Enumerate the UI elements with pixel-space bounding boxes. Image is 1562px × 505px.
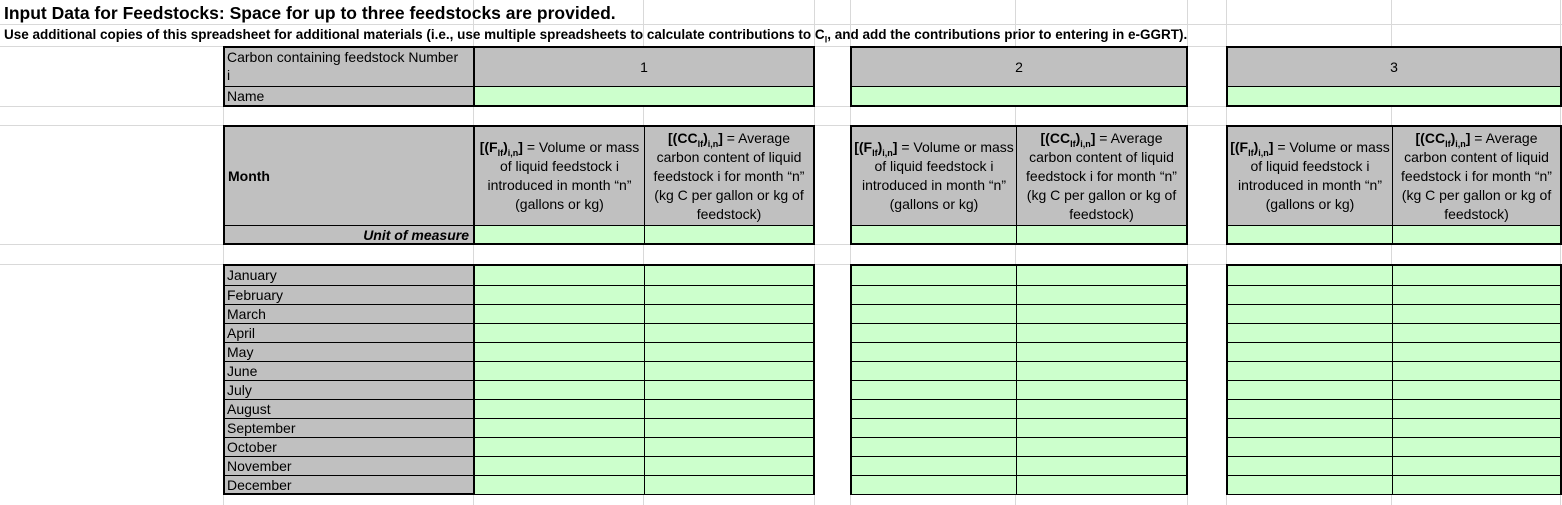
feedstock-3-carbon-december-input[interactable] xyxy=(1393,475,1560,494)
volume-symbol: $[(F_{lf})_{i,n}]$ xyxy=(479,139,523,158)
month-header-box xyxy=(223,125,475,245)
month-label-october: October xyxy=(225,437,473,456)
feedstock-3-volume-august-input[interactable] xyxy=(1228,399,1393,418)
feedstock-1-volume-march-input[interactable] xyxy=(475,304,645,323)
feedstock-2-carbon-april-input[interactable] xyxy=(1017,323,1186,342)
month-label-april: April xyxy=(225,323,473,342)
feedstock-2-volume-december-input[interactable] xyxy=(852,475,1017,494)
volume-header-text: $[(F_{lf})_{i,n}]$ = Volume or mass of liquid feedstock i introduced in month “n” (gallons or kg) xyxy=(1230,139,1390,212)
feedstock-1-volume-unit-input[interactable] xyxy=(475,225,645,243)
feedstock-1-column-headers xyxy=(473,125,815,245)
feedstock-1-carbon-july-input[interactable] xyxy=(645,380,813,399)
feedstock-1-carbon-august-input[interactable] xyxy=(645,399,813,418)
feedstock-1-number: 1 xyxy=(475,48,813,86)
feedstock-2-carbon-header xyxy=(1017,127,1186,225)
feedstock-3-volume-february-input[interactable] xyxy=(1228,285,1393,304)
month-label-september: September xyxy=(225,418,473,437)
feedstock-1-volume-october-input[interactable] xyxy=(475,437,645,456)
feedstock-number-label-line2: i xyxy=(227,67,231,83)
feedstock-3-number: 3 xyxy=(1228,48,1560,86)
month-label-may: May xyxy=(225,342,473,361)
feedstock-1-header-box xyxy=(473,46,815,107)
month-label-august: August xyxy=(225,399,473,418)
feedstock-1-volume-december-input[interactable] xyxy=(475,475,645,494)
feedstock-3-name-input[interactable] xyxy=(1228,86,1560,105)
feedstock-1-name-input[interactable] xyxy=(475,86,813,105)
feedstock-1-carbon-october-input[interactable] xyxy=(645,437,813,456)
feedstock-1-volume-april-input[interactable] xyxy=(475,323,645,342)
subtitle-subscript: l xyxy=(824,34,828,45)
feedstock-2-carbon-october-input[interactable] xyxy=(1017,437,1186,456)
month-labels-box xyxy=(223,264,475,495)
feedstock-2-carbon-november-input[interactable] xyxy=(1017,456,1186,475)
feedstock-3-monthly-data xyxy=(1226,264,1562,495)
feedstock-3-volume-unit-input[interactable] xyxy=(1228,225,1393,243)
feedstock-3-carbon-july-input[interactable] xyxy=(1393,380,1560,399)
feedstock-1-carbon-march-input[interactable] xyxy=(645,304,813,323)
feedstock-number-label xyxy=(225,48,473,86)
feedstock-3-volume-december-input[interactable] xyxy=(1228,475,1393,494)
feedstock-3-volume-header xyxy=(1228,127,1393,225)
page-title: Input Data for Feedstocks: Space for up to three feedstocks are provided. xyxy=(4,3,616,23)
feedstock-3-carbon-october-input[interactable] xyxy=(1393,437,1560,456)
feedstock-2-volume-may-input[interactable] xyxy=(852,342,1017,361)
feedstock-3-volume-october-input[interactable] xyxy=(1228,437,1393,456)
feedstock-2-column-headers xyxy=(850,125,1188,245)
feedstock-3-carbon-april-input[interactable] xyxy=(1393,323,1560,342)
carbon-header-text: $[(CC_{lf})_{i,n}]$ = Average carbon content of liquid feedstock i for month “n” (kg C per gallon or kg of feedstock) xyxy=(1026,129,1177,222)
feedstock-2-name-input[interactable] xyxy=(852,86,1186,105)
month-header: Month xyxy=(228,167,270,184)
feedstock-3-carbon-november-input[interactable] xyxy=(1393,456,1560,475)
feedstock-1-carbon-header xyxy=(645,127,813,225)
month-label-november: November xyxy=(225,456,473,475)
feedstock-2-number: 2 xyxy=(852,48,1186,86)
feedstock-2-carbon-august-input[interactable] xyxy=(1017,399,1186,418)
feedstock-1-monthly-data xyxy=(473,264,815,495)
feedstock-2-carbon-unit-input[interactable] xyxy=(1017,225,1186,243)
feedstock-2-volume-unit-input[interactable] xyxy=(852,225,1017,243)
feedstock-3-carbon-june-input[interactable] xyxy=(1393,361,1560,380)
carbon-header-text: $[(CC_{lf})_{i,n}]$ = Average carbon content of liquid feedstock i for month “n” (kg C per gallon or kg of feedstock) xyxy=(1401,129,1552,222)
feedstock-1-carbon-december-input[interactable] xyxy=(645,475,813,494)
feedstock-2-volume-april-input[interactable] xyxy=(852,323,1017,342)
feedstock-1-volume-may-input[interactable] xyxy=(475,342,645,361)
feedstock-3-carbon-january-input[interactable] xyxy=(1393,266,1560,285)
feedstock-2-volume-march-input[interactable] xyxy=(852,304,1017,323)
feedstock-3-carbon-august-input[interactable] xyxy=(1393,399,1560,418)
feedstock-label-box xyxy=(223,46,475,107)
feedstock-1-carbon-september-input[interactable] xyxy=(645,418,813,437)
volume-header-text: $[(F_{lf})_{i,n}]$ = Volume or mass of liquid feedstock i introduced in month “n” (gallons or kg) xyxy=(854,139,1014,212)
feedstock-3-header-box xyxy=(1226,46,1562,107)
feedstock-2-carbon-may-input[interactable] xyxy=(1017,342,1186,361)
feedstock-2-carbon-september-input[interactable] xyxy=(1017,418,1186,437)
month-label-january: January xyxy=(227,267,277,283)
feedstock-2-volume-october-input[interactable] xyxy=(852,437,1017,456)
feedstock-3-volume-june-input[interactable] xyxy=(1228,361,1393,380)
feedstock-3-volume-april-input[interactable] xyxy=(1228,323,1393,342)
feedstock-2-volume-header xyxy=(852,127,1017,225)
feedstock-1-carbon-may-input[interactable] xyxy=(645,342,813,361)
feedstock-3-carbon-header xyxy=(1393,127,1560,225)
feedstock-2-volume-november-input[interactable] xyxy=(852,456,1017,475)
unit-of-measure-label: Unit of measure xyxy=(225,225,473,243)
month-label-february: February xyxy=(225,285,473,304)
feedstock-1-volume-january-input[interactable] xyxy=(475,266,645,285)
subtitle-text-before: Use additional copies of this spreadsheet for additional materials (i.e., use multiple spreadsheets to calculate contributions to C xyxy=(4,27,825,42)
feedstock-2-header-box xyxy=(850,46,1188,107)
feedstock-1-carbon-november-input[interactable] xyxy=(645,456,813,475)
feedstock-3-carbon-february-input[interactable] xyxy=(1393,285,1560,304)
feedstock-2-carbon-june-input[interactable] xyxy=(1017,361,1186,380)
month-label-march: March xyxy=(225,304,473,323)
name-label: Name xyxy=(225,86,473,105)
feedstock-3-carbon-march-input[interactable] xyxy=(1393,304,1560,323)
month-label-june: June xyxy=(225,361,473,380)
volume-symbol: $[(F_{lf})_{i,n}]$ xyxy=(854,139,898,158)
feedstock-3-volume-may-input[interactable] xyxy=(1228,342,1393,361)
feedstock-number-label-line1: Carbon containing feedstock Number xyxy=(227,49,459,65)
feedstock-2-volume-august-input[interactable] xyxy=(852,399,1017,418)
feedstock-2-volume-july-input[interactable] xyxy=(852,380,1017,399)
feedstock-2-carbon-february-input[interactable] xyxy=(1017,285,1186,304)
feedstock-2-carbon-january-input[interactable] xyxy=(1017,266,1186,285)
volume-header-text: $[(F_{lf})_{i,n}]$ = Volume or mass of liquid feedstock i introduced in month “n” (gallons or kg) xyxy=(479,139,640,212)
feedstock-2-carbon-december-input[interactable] xyxy=(1017,475,1186,494)
feedstock-1-volume-july-input[interactable] xyxy=(475,380,645,399)
feedstock-1-carbon-april-input[interactable] xyxy=(645,323,813,342)
month-label-july: July xyxy=(225,380,473,399)
feedstock-3-carbon-september-input[interactable] xyxy=(1393,418,1560,437)
feedstock-1-carbon-february-input[interactable] xyxy=(645,285,813,304)
carbon-symbol: $[(CC_{lf})_{i,n}]$ xyxy=(1415,129,1471,149)
feedstock-3-volume-november-input[interactable] xyxy=(1228,456,1393,475)
feedstock-3-volume-march-input[interactable] xyxy=(1228,304,1393,323)
feedstock-3-volume-january-input[interactable] xyxy=(1228,266,1393,285)
feedstock-2-monthly-data xyxy=(850,264,1188,495)
carbon-header-text: $[(CC_{lf})_{i,n}]$ = Average carbon content of liquid feedstock i for month “n” (kg C per gallon or kg of feedstock) xyxy=(653,129,805,222)
feedstock-3-carbon-unit-input[interactable] xyxy=(1393,225,1560,243)
feedstock-2-volume-june-input[interactable] xyxy=(852,361,1017,380)
feedstock-2-volume-february-input[interactable] xyxy=(852,285,1017,304)
feedstock-3-column-headers xyxy=(1226,125,1562,245)
subtitle-text-after: , and add the contributions prior to entering in e-GGRT). xyxy=(827,27,1188,42)
feedstock-2-volume-january-input[interactable] xyxy=(852,266,1017,285)
feedstock-3-volume-july-input[interactable] xyxy=(1228,380,1393,399)
feedstock-1-volume-november-input[interactable] xyxy=(475,456,645,475)
feedstock-1-volume-september-input[interactable] xyxy=(475,418,645,437)
carbon-symbol: $[(CC_{lf})_{i,n}]$ xyxy=(1040,129,1096,149)
feedstock-1-volume-august-input[interactable] xyxy=(475,399,645,418)
feedstock-1-carbon-unit-input[interactable] xyxy=(645,225,813,243)
feedstock-1-volume-february-input[interactable] xyxy=(475,285,645,304)
feedstock-2-volume-september-input[interactable] xyxy=(852,418,1017,437)
carbon-symbol: $[(CC_{lf})_{i,n}]$ xyxy=(668,129,723,149)
feedstock-1-carbon-june-input[interactable] xyxy=(645,361,813,380)
feedstock-1-carbon-january-input[interactable] xyxy=(645,266,813,285)
month-label-december: December xyxy=(225,475,473,494)
volume-symbol: $[(F_{lf})_{i,n}]$ xyxy=(1230,139,1274,158)
feedstock-2-carbon-july-input[interactable] xyxy=(1017,380,1186,399)
feedstock-3-volume-september-input[interactable] xyxy=(1228,418,1393,437)
feedstock-3-carbon-may-input[interactable] xyxy=(1393,342,1560,361)
feedstock-1-volume-june-input[interactable] xyxy=(475,361,645,380)
feedstock-1-volume-header xyxy=(475,127,645,225)
page-subtitle xyxy=(4,27,1187,45)
feedstock-2-carbon-march-input[interactable] xyxy=(1017,304,1186,323)
